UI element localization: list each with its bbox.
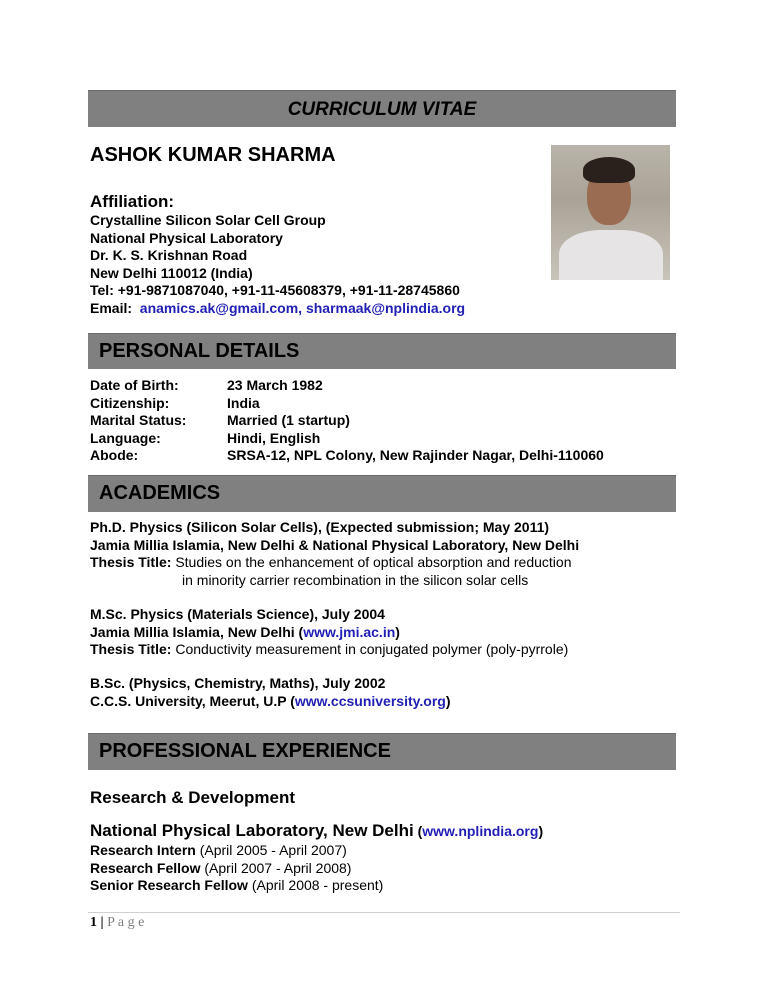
affiliation-heading: Affiliation: bbox=[90, 192, 175, 211]
detail-row bbox=[90, 447, 604, 465]
detail-key: Language: bbox=[90, 429, 161, 446]
phone-line: Tel: +91-9871087040, +91-11-45608379, +91-11-28745860 bbox=[90, 282, 460, 298]
paren: ( bbox=[413, 823, 423, 839]
page-label: P a g e bbox=[107, 915, 145, 930]
degree: B.Sc. (Physics, Chemistry, Maths), July 2002 bbox=[90, 675, 386, 691]
page-footer bbox=[90, 915, 144, 931]
detail-row bbox=[90, 395, 604, 413]
email-label: Email: bbox=[90, 299, 133, 316]
academics-phd bbox=[90, 519, 579, 589]
thesis-label: Thesis Title: bbox=[90, 554, 172, 570]
institution: Jamia Millia Islamia, New Delhi ( bbox=[90, 623, 304, 640]
paren: ) bbox=[395, 623, 400, 640]
section-heading: PERSONAL DETAILS bbox=[99, 340, 300, 362]
role-title: Research Fellow bbox=[90, 859, 201, 876]
ccs-link[interactable]: www.ccsuniversity.org bbox=[294, 692, 446, 709]
academics-msc bbox=[90, 606, 568, 659]
footer-separator: | bbox=[97, 915, 108, 930]
detail-row bbox=[90, 377, 604, 395]
academics-bsc bbox=[90, 675, 450, 710]
affiliation-line: Crystalline Silicon Solar Cell Group bbox=[90, 212, 326, 228]
degree: Ph.D. Physics (Silicon Solar Cells), (Expected submission; May 2011) bbox=[90, 519, 550, 535]
detail-value: Hindi, English bbox=[227, 429, 321, 446]
role-title: Senior Research Fellow bbox=[90, 877, 248, 893]
role-dates: (April 2007 - April 2008) bbox=[200, 859, 352, 876]
detail-key: Date of Birth: bbox=[90, 377, 179, 393]
detail-value: India bbox=[227, 394, 260, 411]
paren: ) bbox=[445, 692, 451, 709]
thesis-title-cont: in minority carrier recombination in the silicon solar cells bbox=[182, 571, 529, 588]
role-item bbox=[90, 860, 543, 878]
detail-value: 23 March 1982 bbox=[227, 377, 323, 393]
institution: Jamia Millia Islamia, New Delhi & National Physical Laboratory, New Delhi bbox=[90, 536, 580, 553]
organization: National Physical Laboratory, New Delhi bbox=[90, 821, 414, 840]
degree: M.Sc. Physics (Materials Science), July 2004 bbox=[90, 606, 385, 622]
detail-key: Citizenship: bbox=[90, 394, 170, 411]
role-title: Research Intern bbox=[90, 842, 196, 858]
role-dates: (April 2008 - present) bbox=[247, 877, 384, 893]
personal-details-bar bbox=[88, 333, 676, 369]
section-heading: ACADEMICS bbox=[99, 482, 221, 504]
paren: ) bbox=[538, 823, 544, 839]
role-dates: (April 2005 - April 2007) bbox=[195, 842, 347, 858]
affiliation-line: New Delhi 110012 (India) bbox=[90, 264, 253, 281]
profile-photo bbox=[551, 145, 670, 280]
npl-link[interactable]: www.nplindia.org bbox=[422, 823, 539, 839]
detail-key: Abode: bbox=[90, 447, 139, 463]
experience-subheading: Research & Development bbox=[90, 788, 296, 807]
candidate-name: ASHOK KUMAR SHARMA bbox=[90, 144, 336, 166]
role-item bbox=[90, 842, 543, 860]
document-title: CURRICULUM VITAE bbox=[287, 99, 477, 120]
detail-key: Marital Status: bbox=[90, 412, 187, 428]
thesis-title: Conductivity measurement in conjugated polymer (poly-pyrrole) bbox=[175, 641, 569, 657]
email-links[interactable]: anamics.ak@gmail.com, sharmaak@nplindia.org bbox=[139, 299, 466, 316]
affiliation-line: Dr. K. S. Krishnan Road bbox=[90, 247, 248, 263]
detail-row bbox=[90, 412, 604, 430]
title-bar bbox=[88, 90, 676, 127]
personal-details bbox=[90, 377, 604, 465]
section-heading: PROFESSIONAL EXPERIENCE bbox=[99, 740, 391, 762]
detail-value: SRSA-12, NPL Colony, New Rajinder Nagar, Delhi-110060 bbox=[227, 447, 604, 463]
footer-divider bbox=[88, 912, 680, 913]
page-number: 1 bbox=[90, 915, 97, 930]
institution: C.C.S. University, Meerut, U.P ( bbox=[90, 692, 295, 709]
thesis-title: Studies on the enhancement of optical absorption and reduction bbox=[175, 554, 572, 570]
thesis-label: Thesis Title: bbox=[90, 641, 172, 657]
experience-block bbox=[90, 788, 543, 895]
academics-bar bbox=[88, 475, 676, 512]
detail-row bbox=[90, 430, 604, 448]
experience-bar bbox=[88, 733, 676, 770]
role-item bbox=[90, 877, 543, 895]
jmi-link[interactable]: www.jmi.ac.in bbox=[303, 623, 396, 640]
affiliation-block bbox=[90, 192, 465, 317]
detail-value: Married (1 startup) bbox=[227, 412, 350, 428]
affiliation-line: National Physical Laboratory bbox=[90, 229, 283, 246]
